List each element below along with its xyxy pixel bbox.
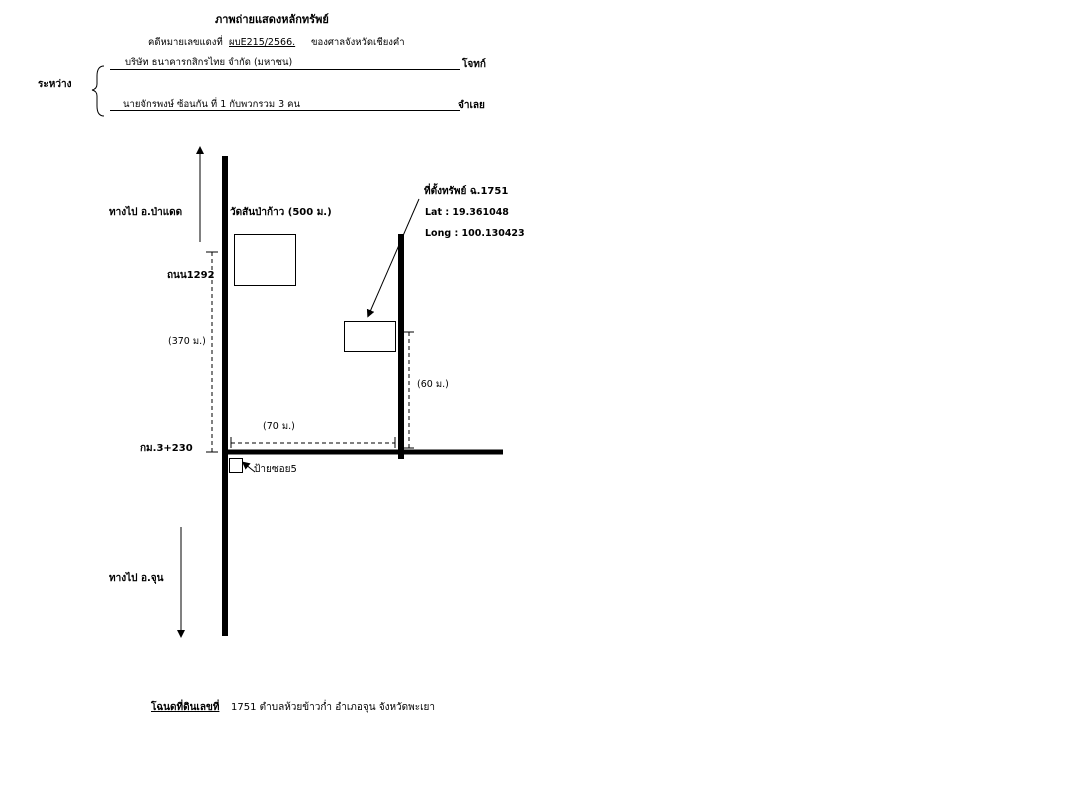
temple-box — [234, 234, 296, 286]
deed-text: 1751 ตำบลห้วยข้าวก่ำ อำเภอจุน จังหวัดพะเยา — [231, 702, 436, 713]
km-marker-label: กม.3+230 — [140, 443, 193, 454]
property-box — [344, 321, 396, 352]
longitude-label: Long : 100.130423 — [425, 228, 525, 239]
north-direction-label: ทางไป อ.ป่าแดด — [109, 207, 183, 218]
temple-label: วัดสันป่าก้าว (500 ม.) — [230, 207, 332, 218]
court-name: ของศาลจังหวัดเชียงคำ — [311, 37, 405, 48]
defendant-role: จำเลย — [458, 100, 485, 111]
plaintiff-role: โจทก์ — [462, 59, 486, 70]
property-location-label: ที่ตั้งทรัพย์ ฉ.1751 — [424, 186, 509, 197]
soi-sign-box — [229, 458, 243, 473]
plaintiff-name: บริษัท ธนาคารกสิกรไทย จำกัด (มหาชน) — [125, 57, 293, 68]
distance-370-label: (370 ม.) — [168, 336, 206, 347]
defendant-name: นายจักรพงษ์ ซ้อนกัน ที่ 1 กับพวกรวม 3 คน — [123, 99, 301, 110]
case-number: ผบE215/2566. — [229, 37, 296, 48]
latitude-label: Lat : 19.361048 — [425, 207, 509, 218]
property-pointer — [369, 199, 419, 314]
between-label: ระหว่าง — [38, 79, 72, 90]
soi-sign-label: ป้ายซอย5 — [254, 464, 297, 475]
deed-label: โฉนดที่ดินเลขที่ — [151, 702, 220, 713]
south-direction-label: ทางไป อ.จุน — [109, 573, 164, 584]
distance-70-label: (70 ม.) — [263, 421, 295, 432]
case-prefix: คดีหมายเลขแดงที่ — [148, 37, 223, 48]
road-label: ถนน1292 — [167, 270, 215, 281]
document-title: ภาพถ่ายแสดงหลักทรัพย์ — [215, 13, 329, 26]
distance-60-label: (60 ม.) — [417, 379, 449, 390]
